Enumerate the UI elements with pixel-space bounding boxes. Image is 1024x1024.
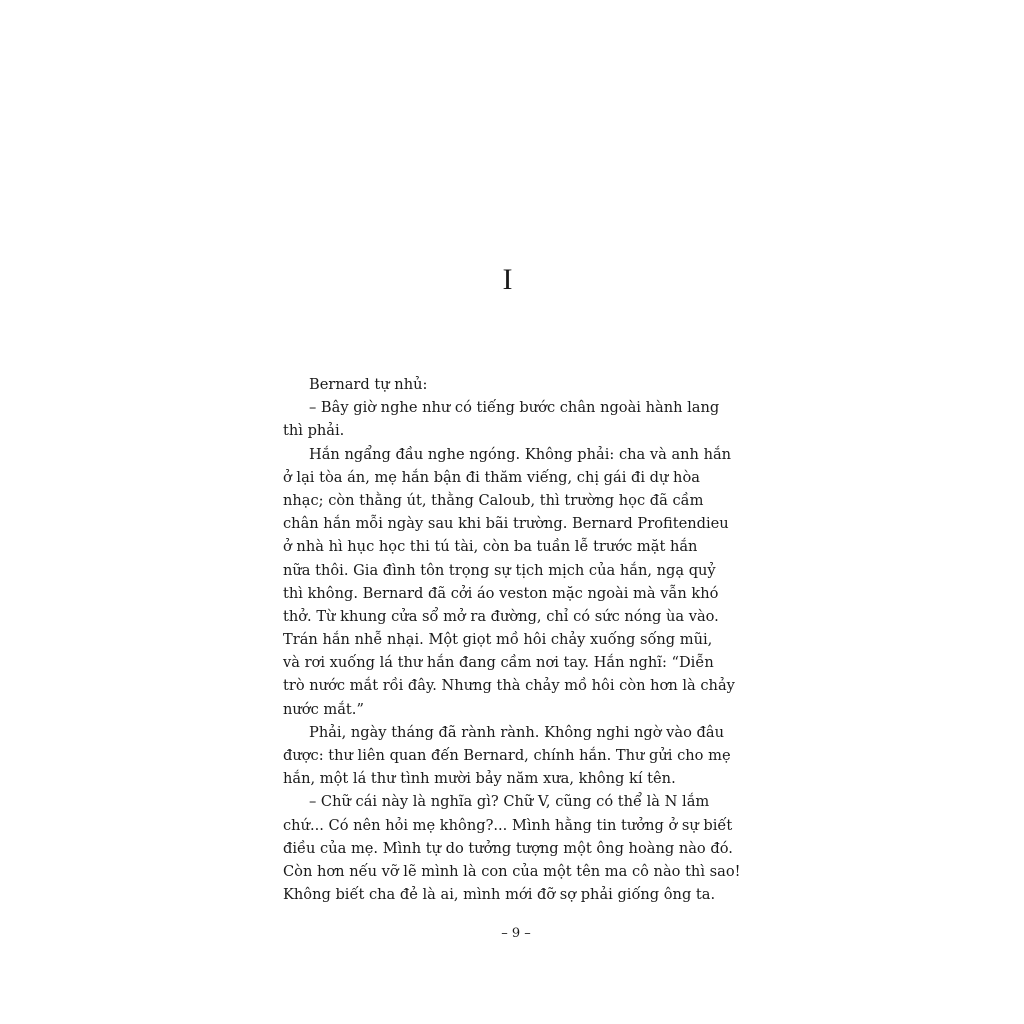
text-line: và rơi xuống lá thư hắn đang cầm nơi tay. Hắn nghĩ: “Diễn xyxy=(283,654,714,672)
body-text xyxy=(283,373,767,906)
text-line: hắn, một lá thư tình mười bảy năm xưa, không kí tên. xyxy=(283,770,676,788)
text-line: thì không. Bernard đã cởi áo veston mặc ngoài mà vẫn khó xyxy=(283,584,719,602)
text-line: Hắn ngẩng đầu nghe ngóng. Không phải: cha và anh hắn xyxy=(309,445,732,463)
text-line: – Bây giờ nghe như có tiếng bước chân ngoài hành lang xyxy=(309,399,720,417)
text-line: Còn hơn nếu vỡ lẽ mình là con của một tên ma cô nào thì sao! xyxy=(283,862,741,880)
text-line: chứ... Có nên hỏi mẹ không?... Mình hằng tin tưởng ở sự biết xyxy=(283,816,733,834)
text-line: được: thư liên quan đến Bernard, chính hắn. Thư gửi cho mẹ xyxy=(283,747,731,764)
text-line: thì phải. xyxy=(283,422,345,440)
text-line: trò nước mắt rồi đây. Nhưng thà chảy mồ hôi còn hơn là chảy xyxy=(283,677,735,695)
text-line: Trán hắn nhễ nhại. Một giọt mồ hôi chảy xuống sống mũi, xyxy=(283,631,713,649)
text-line: ở lại tòa án, mẹ hắn bận đi thăm viếng, chị gái đi dự hòa xyxy=(283,468,700,486)
text-line: nhạc; còn thằng út, thằng Caloub, thì trường học đã cầm xyxy=(283,491,704,509)
text-line: chân hắn mỗi ngày sau khi bãi trường. Bernard Profitendieu xyxy=(283,515,729,533)
text-line: Không biết cha đẻ là ai, mình mới đỡ sợ phải giống ông ta. xyxy=(283,886,716,904)
page-number: – 9 – xyxy=(501,926,531,941)
text-line: nữa thôi. Gia đình tôn trọng sự tịch mịch của hắn, ngạ quỷ xyxy=(283,561,716,579)
chapter-number: I xyxy=(502,263,514,296)
text-line: điều của mẹ. Mình tự do tưởng tượng một ông hoàng nào đó. xyxy=(283,839,733,857)
text-line: nước mắt.” xyxy=(283,700,364,718)
text-line: ở nhà hì hục học thi tú tài, còn ba tuần lễ trước mặt hắn xyxy=(283,538,698,556)
text-line: Phải, ngày tháng đã rành rành. Không nghi ngờ vào đâu xyxy=(309,723,724,741)
text-line: Bernard tự nhủ: xyxy=(309,376,428,393)
text-line: thở. Từ khung cửa sổ mở ra đường, chỉ có sức nóng ùa vào. xyxy=(283,607,719,625)
text-line: – Chữ cái này là nghĩa gì? Chữ V, cũng có thể là N lắm xyxy=(309,793,710,811)
